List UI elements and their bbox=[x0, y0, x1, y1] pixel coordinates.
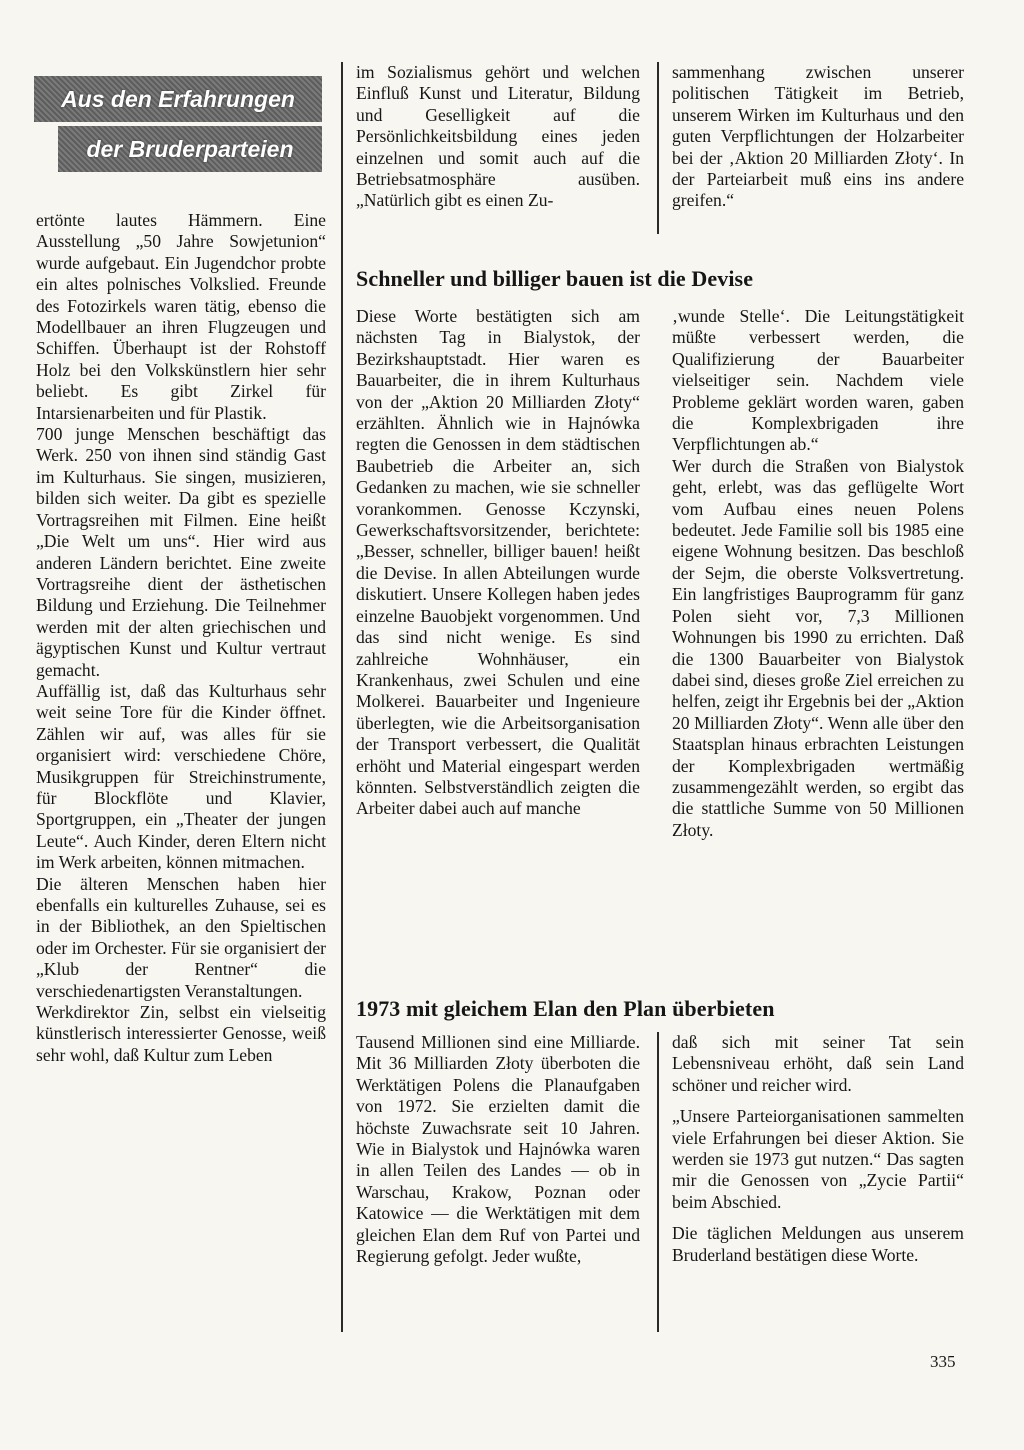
paragraph: ertönte lautes Hämmern. Eine Ausstellung „50 Jahre Sowjetunion“ wurde aufgebaut. Ein Jugendchor probte ein altes polnisches Volkslied. Freunde des Fotozirkels waren tätig, ebenso die Modellbauer an ihren Flugzeugen und Schiffen. Überhaupt ist der Rohstoff Holz bei den Volkskünstlern hier sehr beliebt. Es gibt Zirkel für Intarsienarbeiten und für Plastik. bbox=[36, 210, 326, 423]
section-banner-line-1 bbox=[34, 76, 322, 122]
column-middle-section3 bbox=[356, 1032, 640, 1332]
column-rule-right-bottom bbox=[657, 1032, 659, 1332]
page-number: 335 bbox=[930, 1352, 956, 1371]
paragraph: „Unsere Parteiorganisationen sammelten viele Erfahrungen bei dieser Aktion. Sie werden sie 1973 gut nutzen.“ Das sagten mir die Genossen von „Zycie Partii“ beim Abschied. bbox=[672, 1106, 964, 1212]
column-right-section2 bbox=[672, 306, 964, 966]
column-rule-right-top bbox=[657, 62, 659, 234]
column-middle-section2 bbox=[356, 306, 640, 966]
section-headline-1973: 1973 mit gleichem Elan den Plan überbieten bbox=[356, 996, 775, 1021]
paragraph: ‚wunde Stelle‘. Die Leitungstätigkeit müßte verbessert werden, die Qualifizierung der Bauarbeiter vielseitiger sein. Nachdem viele Probleme geklärt worden waren, gaben die Komplexbrigaden ihre Verpflichtungen ab.“ bbox=[672, 306, 964, 455]
paragraph: 700 junge Menschen beschäftigt das Werk. 250 von ihnen sind ständig Gast im Kulturhaus. Sie singen, musizieren, bilden sich weiter. Da gibt es spezielle Vortragsreihen mit Filmen. Eine heißt „Die Welt um uns“. Hier wird aus anderen Ländern berichtet. Eine zweite Vortragsreihe dient der ästhetischen Bildung und Erziehung. Die Teilnehmer werden mit der alten griechischen und ägyptischen Kunst und Kultur vertraut gemacht. bbox=[36, 424, 326, 680]
paragraph: Diese Worte bestätigten sich am nächsten Tag in Bialystok, der Bezirkshauptstadt. Hier waren es Bauarbeiter, die in ihrem Kulturhaus von der „Aktion 20 Milliarden Złoty“ erzählten. Ähnlich wie in Hajnówka regten die Genossen in dem städtischen Baubetrieb die Arbeiter an, sich Gedanken zu machen, wie sie schneller vorankommen. Genosse Kczynski, Gewerkschaftsvorsitzender, berichtete: „Besser, schneller, billiger bauen! heißt die Devise. In allen Abteilungen wurde diskutiert. Unsere Kollegen haben jedes einzelne Bauobjekt vorgenommen. Und das sind nicht wenige. Es sind zahlreiche Wohnhäuser, ein Krankenhaus, zwei Schulen und eine Molkerei. Bauarbeiter und Ingenieure überlegten, wie die Arbeitsorganisation der Transport verbessert, die Qualität erhöht und Material eingespart werden könnten. Selbstverständlich zeigten die Arbeiter dabei auch auf manche bbox=[356, 306, 640, 819]
section-banner-line-2 bbox=[58, 126, 322, 172]
column-right-section3 bbox=[672, 1032, 964, 1332]
paragraph: Auffällig ist, daß das Kulturhaus sehr weit seine Tore für die Kinder öffnet. Zählen wir auf, was alles für sie organisiert wird: verschiedene Chöre, Musikgruppen für Streichinstrumente, für Blockflöte und Klavier, Sportgruppen, ein „Theater der jungen Leute“. Auch Kinder, deren Eltern nicht im Werk arbeiten, können mitmachen. bbox=[36, 680, 326, 873]
banner-text-2: der Bruderparteien bbox=[86, 135, 294, 162]
column-rule-left bbox=[341, 62, 343, 1332]
paragraph: Werkdirektor Zin, selbst ein vielseitig künstlerisch interessierter Genosse, weiß sehr wohl, daß Kultur zum Leben bbox=[36, 1002, 326, 1065]
paragraph: daß sich mit seiner Tat sein Lebensniveau erhöht, daß sein Land schöner und reicher wird. bbox=[672, 1032, 964, 1095]
banner-text-1: Aus den Erfahrungen bbox=[61, 85, 295, 112]
paragraph: Wer durch die Straßen von Bialystok geht, erlebt, was das geflügelte Wort vom Aufbau eines neuen Polens bedeutet. Jede Familie soll bis 1985 eine eigene Wohnung besitzen. Das beschloß der Sejm, die oberste Volksvertretung. Ein langfristiges Bauprogramm für ganz Polen sieht vor, 7,3 Millionen Wohnungen bis 1990 zu errichten. Daß die 1300 Bauarbeiter von Bialystok dabei sind, dieses große Ziel erreichen zu helfen, zeigt ihr Ergebnis bei der „Aktion 20 Milliarden Złoty“. Wenn alle über den Staatsplan hinaus erbrachten Leistungen der Komplexbrigaden wertmäßig zusammengezählt werden, so ergibt das die stattliche Summe von 50 Millionen Złoty. bbox=[672, 455, 964, 840]
paragraph: Tausend Millionen sind eine Milliarde. Mit 36 Milliarden Złoty überboten die Werktätigen Polens die Planaufgaben von 1972. Sie erzielten damit die höchste Zuwachsrate seit 10 Jahren. Wie in Bialystok und Hajnówka waren in allen Teilen des Landes — ob in Warschau, Krakow, Poznan oder Katowice — die Werktätigen mit dem gleichen Elan dem Ruf von Partei und Regierung gefolgt. Jeder wußte, bbox=[356, 1032, 640, 1267]
column-left bbox=[36, 210, 326, 1330]
column-middle-top bbox=[356, 62, 640, 242]
paragraph: Die älteren Menschen haben hier ebenfalls ein kulturelles Zuhause, sei es in der Bibliothek, an den Spieltischen oder im Orchester. Für sie organisiert der „Klub der Rentner“ die verschiedenartigsten Veranstaltungen. bbox=[36, 873, 326, 1001]
paragraph: sammenhang zwischen unserer politischen Tätigkeit im Betrieb, unserem Wirken im Kulturhaus und den guten Verpflichtungen der Holzarbeiter bei der ‚Aktion 20 Milliarden Złoty‘. In der Parteiarbeit muß eins ins andere greifen.“ bbox=[672, 62, 964, 211]
paragraph: Die täglichen Meldungen aus unserem Bruderland bestätigen diese Worte. bbox=[672, 1223, 964, 1265]
column-right-top bbox=[672, 62, 964, 242]
paragraph: im Sozialismus gehört und welchen Einfluß Kunst und Literatur, Bildung und Geselligkeit auf die Persönlichkeitsbildung eines jeden einzelnen und somit auch auf die Betriebsatmosphäre ausüben. „Natürlich gibt es einen Zu- bbox=[356, 62, 640, 211]
section-headline-devise: Schneller und billiger bauen ist die Devise bbox=[356, 266, 754, 291]
